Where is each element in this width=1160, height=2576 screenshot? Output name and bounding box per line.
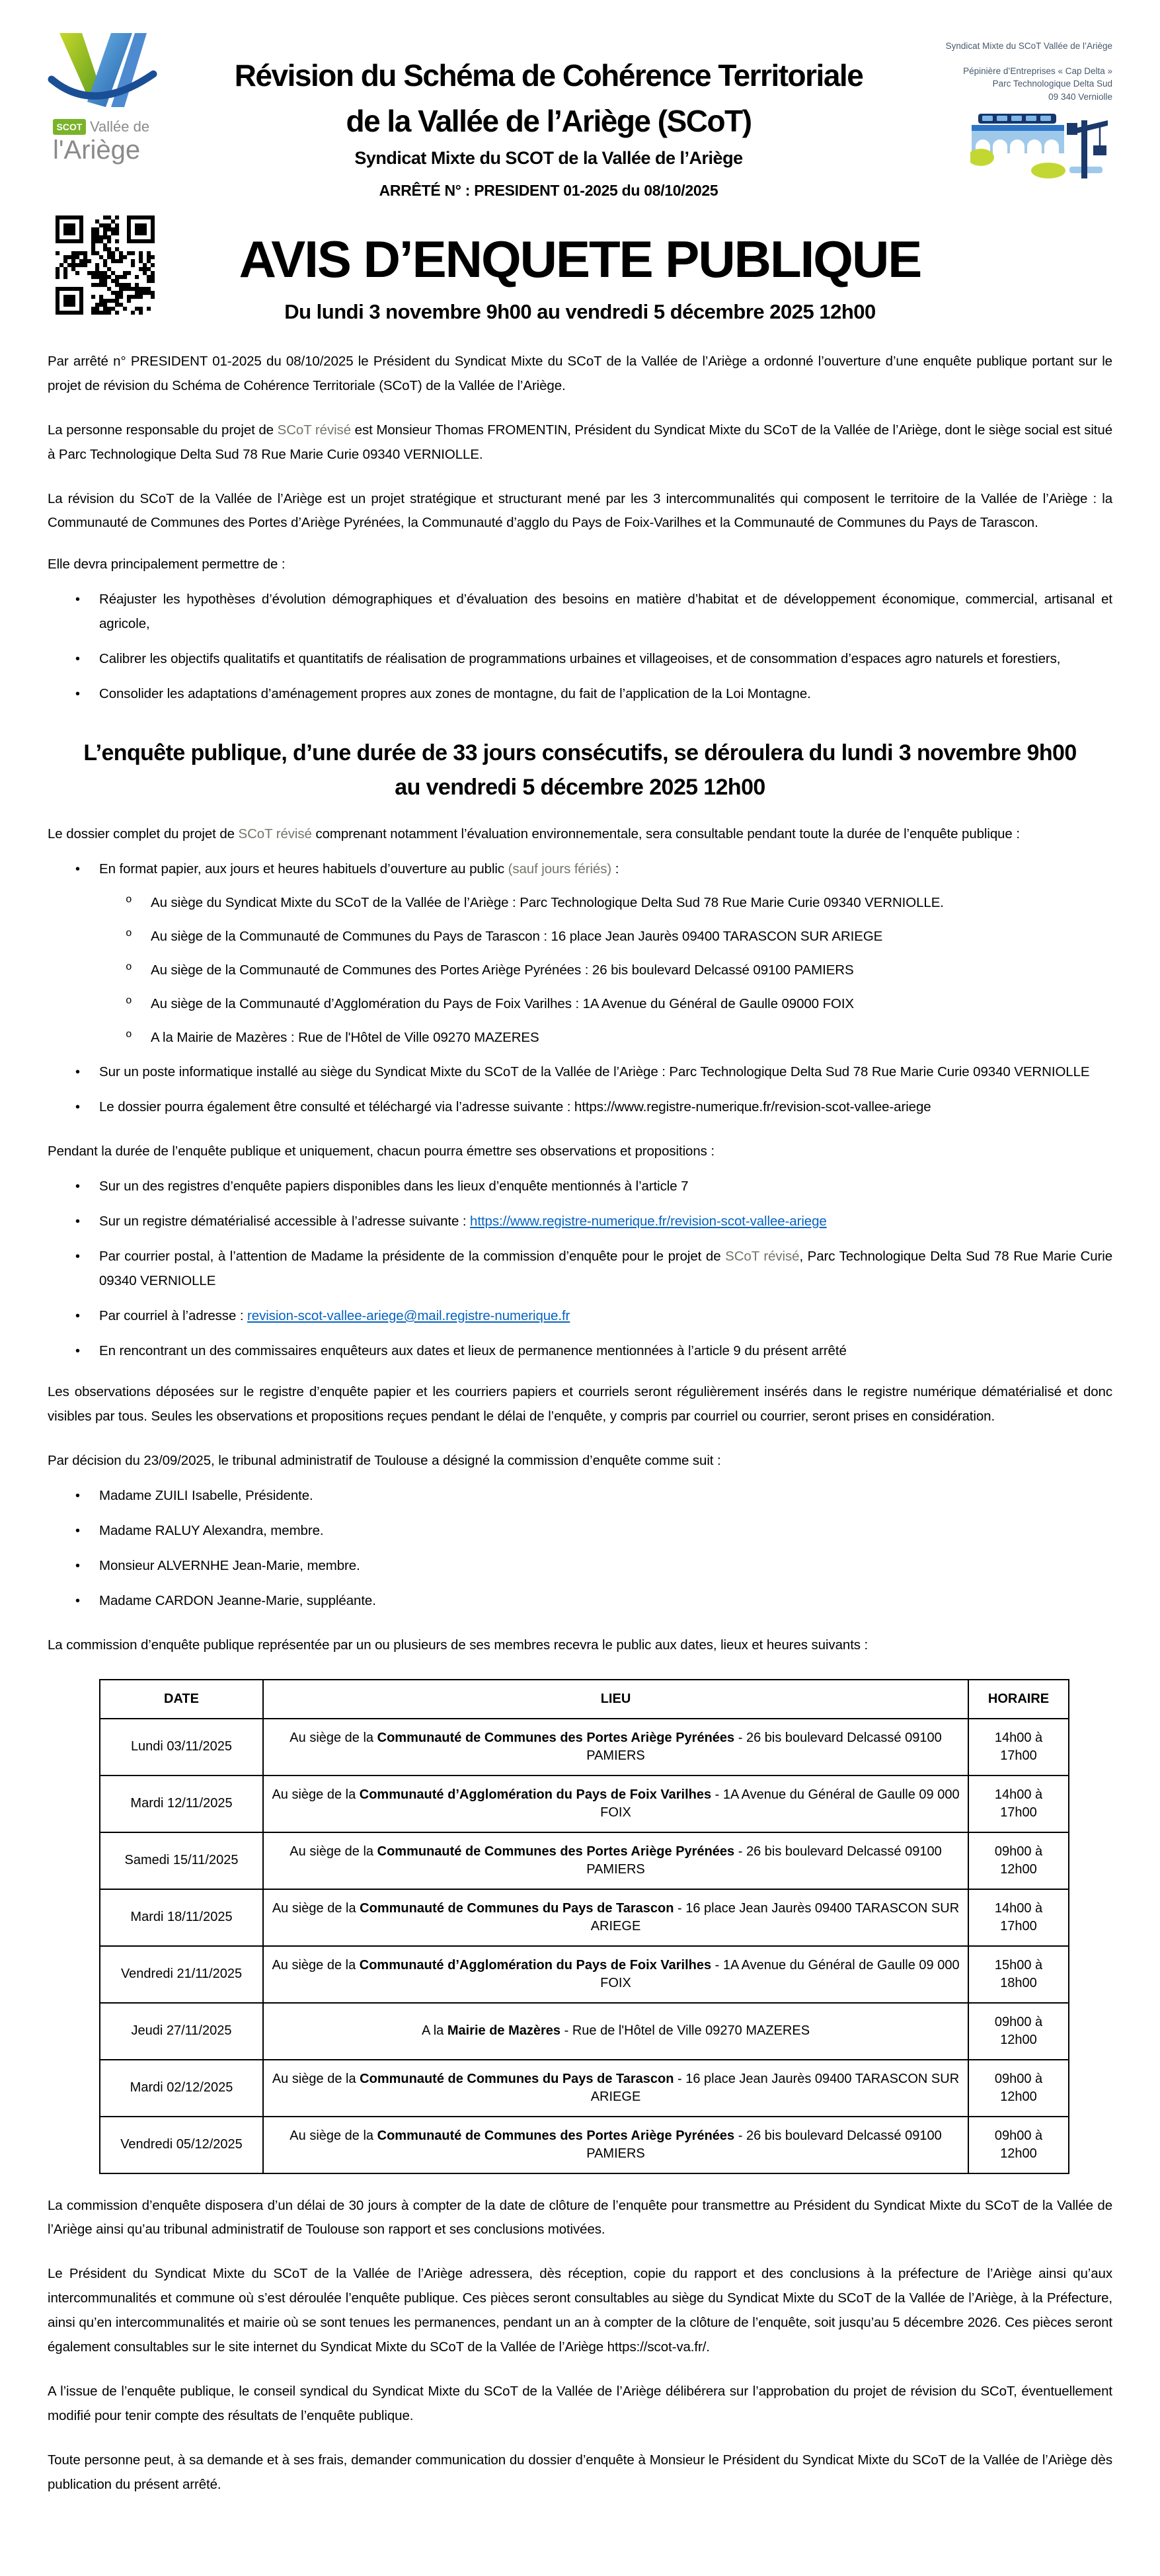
contact-line-2: Pépinière d’Entreprises « Cap Delta » [963, 65, 1112, 76]
list-item-telechargement: • Le dossier pourra également être consulté et téléchargé via l’adresse suivante : https://www.registre-numerique.fr/revision-scot-vallee-ariege [48, 1095, 1112, 1120]
table-row [100, 1832, 1069, 1889]
text-run: - 16 place Jean Jaurès 09400 TARASCON SUR ARIEGE [590, 1900, 960, 1933]
list-item: o Au siège de la Communauté d’Agglomération du Pays de Foix Varilhes : 1A Avenue du Général de Gaulle 09000 FOIX [99, 992, 1112, 1017]
objectives-list [48, 588, 1112, 707]
avis-period: Du lundi 3 novembre 9h00 au vendredi 5 décembre 2025 12h00 [284, 299, 876, 323]
text-run: Communauté de Communes des Portes Ariège Pyrénées [377, 1730, 735, 1745]
text-run: - 1A Avenue du Général de Gaulle 09 000 FOIX [600, 1957, 960, 1990]
paragraph-objectifs-intro: Elle devra principalement permettre de : [48, 557, 286, 572]
paragraph-observations-note: Les observations déposées sur le registre d’enquête papier et les courriers papiers et courriels seront régulièrement insérés dans le registre numérique dématérialisé et donc visibles par tous. Seules les observations et propositions reçues pendant le délai de l’enquête, y compris par courriel ou courrier, seront prises en considération. [48, 1384, 1112, 1425]
list-item-registres-papier: • Sur un des registres d’enquête papiers disponibles dans les lieux d’enquête mentionnés à l’article 7 [48, 1175, 1112, 1199]
date-cell: Mardi 12/11/2025 [100, 1776, 263, 1832]
paragraph-approbation: A l’issue de l’enquête publique, le conseil syndical du Syndicat Mixte du SCoT de la Vallée de l’Ariège délibérera sur l’approbation du projet de révision du SCoT, éventuellement modifié pour tenir compte des résultats de l’enquête publique. [48, 2383, 1112, 2423]
list-item-member: • Monsieur ALVERNHE Jean-Marie, membre. [48, 1554, 1112, 1579]
text-run: Le dossier complet du projet de [48, 826, 239, 842]
table-row [100, 2003, 1069, 2060]
qr-code [56, 215, 155, 315]
lieu-cell [263, 1889, 968, 1946]
paragraph-diffusion-rapport: Le Président du Syndicat Mixte du SCoT de la Vallée de l’Ariège adressera, dès réception, copie du rapport et des conclusions à la préfecture de l’Ariège ainsi qu’aux intercommunalités et commune où s’est déroulée l’enquête publique. Ces pièces seront consultables au siège du Syndicat Mixte du SCoT de la Vallée de l’Ariège, à la Préfecture, ainsi qu’en intercommunalités et mairie où se sont tenues les permanences, pendant un an à compter de la clôture de l’enquête, soit jusqu’au 5 décembre 2026. Ces pièces seront également consultables sur le site internet du Syndicat Mixte du SCoT de la Vallée de l’Ariège https://scot-va.fr/. [48, 2266, 1112, 2355]
lieu-cell [263, 1719, 968, 1776]
table-row [100, 1719, 1069, 1776]
text-run: est Monsieur Thomas FROMENTIN, Président du Syndicat Mixte du SCoT de la Vallée de l’Ariège, dont le siège social est situé à Parc Technologique Delta Sud 78 Rue Marie Curie 09340 VERNIOLLE. [48, 422, 1113, 462]
permanences-table [99, 1679, 1069, 2174]
document-header [48, 28, 1112, 200]
column-header-date: DATE [100, 1680, 263, 1719]
list-item-courriel [48, 1304, 1112, 1329]
horaire-cell: 09h00 à 12h00 [968, 2117, 1069, 2173]
avis-title: AVIS D’ENQUETE PUBLIQUE [239, 230, 921, 288]
lieu-cell [263, 1946, 968, 2003]
avis-banner [48, 214, 1112, 330]
horaire-cell: 15h00 à 18h00 [968, 1946, 1069, 2003]
paragraph-arrete-ouverture: Par arrêté n° PRESIDENT 01-2025 du 08/10/2025 le Président du Syndicat Mixte du SCoT de la Vallée de l’Ariège a ordonné l’ouverture d’une enquête publique portant sur le projet de révision du Schéma de Cohérence Territoriale (SCoT) de la Vallée de l’Ariège. [48, 354, 1112, 393]
list-item-member: • Madame CARDON Jeanne-Marie, suppléante. [48, 1589, 1112, 1614]
date-cell: Vendredi 21/11/2025 [100, 1946, 263, 2003]
text-run: Au siège de la [272, 1787, 360, 1802]
list-item-registre-dematerialise [48, 1210, 1112, 1234]
revised-text-run: SCoT révisé [725, 1248, 800, 1264]
table-header-row [100, 1680, 1069, 1719]
text-run: Par courrier postal, à l’attention de Madame la présidente de la commission d’enquête pour le projet de [99, 1248, 726, 1264]
paragraph-communication-dossier: Toute personne peut, à sa demande et à ses frais, demander communication du dossier d’enquête à Monsieur le Président du Syndicat Mixte du SCoT de la Vallée de l’Ariège dès publication du présent arrêté. [48, 2452, 1112, 2492]
contact-line-3: Parc Technologique Delta Sud [992, 79, 1112, 89]
title-line-2: de la Vallée de l’Ariège (SCoT) [346, 104, 752, 138]
contact-line-4: 09 340 Verniolle [1048, 91, 1112, 102]
text-run: En format papier, aux jours et heures habituels d’ouverture au public [99, 861, 508, 877]
list-item: • Consolider les adaptations d’aménagement propres aux zones de montagne, du fait de l’application de la Loi Montagne. [48, 682, 1112, 707]
lieu-cell [263, 2117, 968, 2173]
list-item: o A la Mairie de Mazères : Rue de l'Hôtel de Ville 09270 MAZERES [99, 1026, 1112, 1050]
text-run: A la [421, 2023, 447, 2039]
dossier-consultation-list [48, 857, 1112, 1120]
date-cell: Mardi 02/12/2025 [100, 2060, 263, 2117]
list-item: o Au siège de la Communauté de Communes du Pays de Tarascon : 16 place Jean Jaurès 09400 TARASCON SUR ARIEGE [99, 925, 1112, 949]
text-run: - 1A Avenue du Général de Gaulle 09 000 FOIX [600, 1787, 960, 1820]
arrete-number: ARRÊTÉ N° : PRESIDENT 01-2025 du 08/10/2025 [379, 182, 718, 199]
paper-locations-list [99, 891, 1112, 1050]
list-item-format-papier [48, 857, 1112, 1050]
title-line-1: Révision du Schéma de Cohérence Territoriale [234, 58, 863, 93]
horaire-cell: 14h00 à 17h00 [968, 1776, 1069, 1832]
text-run: - 26 bis boulevard Delcassé 09100 PAMIERS [586, 1730, 942, 1763]
date-cell: Mardi 18/11/2025 [100, 1889, 263, 1946]
horaire-cell: 09h00 à 12h00 [968, 2060, 1069, 2117]
paragraph-revision-projet: La révision du SCoT de la Vallée de l’Ariège est un projet stratégique et structurant mené par les 3 intercommunalités qui composent le territoire de la Vallée de l’Ariège : la Communauté de Communes des Portes d’Ariège Pyrénées, la Communauté d’agglo du Pays de Foix-Varilhes et la Communauté de Communes du Pays de Tarascon. [48, 490, 1112, 531]
text-run: Au siège de la [272, 1957, 360, 1972]
text-run: Au siège de la [272, 1900, 360, 1916]
revised-text-run: SCoT révisé [277, 422, 352, 438]
document-subtitle: Syndicat Mixte du SCOT de la Vallée de l’Ariège [354, 148, 743, 168]
commission-members-list [48, 1484, 1112, 1614]
text-run: La personne responsable du projet de [48, 422, 278, 438]
text-run: Au siège de la [290, 1730, 377, 1745]
paragraph-commission-intro: Par décision du 23/09/2025, le tribunal administratif de Toulouse a désigné la commission d’enquête comme suit : [48, 1453, 721, 1469]
horaire-cell: 09h00 à 12h00 [968, 2003, 1069, 2060]
lieu-cell [263, 2060, 968, 2117]
text-run: - 26 bis boulevard Delcassé 09100 PAMIERS [586, 1844, 942, 1877]
paragraph-delai-rapport: La commission d’enquête disposera d’un délai de 30 jours à compter de la date de clôture de l’enquête pour transmettre au Président du Syndicat Mixte du SCoT de la Vallée de l’Ariège ainsi qu’au tribunal administratif de Toulouse son rapport et ses conclusions motivées. [48, 2197, 1112, 2238]
list-item: • Calibrer les objectifs qualitatifs et quantitatifs de réalisation de programmations urbaines et villageoises, et de consommation d’espaces agro naturels et forestiers, [48, 647, 1112, 672]
text-run: : [611, 861, 619, 877]
horaire-cell: 09h00 à 12h00 [968, 1832, 1069, 1889]
list-item-member: • Madame RALUY Alexandra, membre. [48, 1519, 1112, 1543]
column-header-lieu: LIEU [263, 1680, 968, 1719]
date-cell: Jeudi 27/11/2025 [100, 2003, 263, 2060]
contact-spacer [908, 53, 1112, 65]
table-row [100, 1889, 1069, 1946]
horaire-cell: 14h00 à 17h00 [968, 1719, 1069, 1776]
lieu-cell [263, 2003, 968, 2060]
text-run: comprenant notamment l’évaluation environnementale, sera consultable pendant toute la durée de l’enquête publique : [311, 826, 1020, 842]
list-item: o Au siège de la Communauté de Communes des Portes Ariège Pyrénées : 26 bis boulevard Delcassé 09100 PAMIERS [99, 958, 1112, 983]
text-run: - 16 place Jean Jaurès 09400 TARASCON SUR ARIEGE [590, 2071, 960, 2104]
column-header-horaire: HORAIRE [968, 1680, 1069, 1719]
svg-text:l'Ariège: l'Ariège [53, 136, 141, 165]
registre-numerique-link[interactable]: https://www.registre-numerique.fr/revision-scot-vallee-ariege [470, 1213, 827, 1229]
courriel-link[interactable]: revision-scot-vallee-ariege@mail.registre-numerique.fr [247, 1308, 570, 1323]
table-row [100, 1946, 1069, 2003]
list-item: • Réajuster les hypothèses d’évolution démographiques et d’évaluation des besoins en matière d’habitat et de développement économique, commercial, artisanal et agricole, [48, 588, 1112, 637]
list-item: o Au siège du Syndicat Mixte du SCoT de la Vallée de l’Ariège : Parc Technologique Delta Sud 78 Rue Marie Curie 09340 VERNIOLLE. [99, 891, 1112, 916]
table-row [100, 2060, 1069, 2117]
svg-text:Vallée de: Vallée de [90, 118, 150, 135]
date-cell: Samedi 15/11/2025 [100, 1832, 263, 1889]
text-run: Communauté de Communes du Pays de Tarascon [360, 2071, 674, 2086]
paragraph-permanences-intro: La commission d’enquête publique représentée par un ou plusieurs de ses membres recevra le public aux dates, lieux et heures suivants : [48, 1637, 869, 1653]
paragraph-observations-intro: Pendant la durée de l’enquête publique et uniquement, chacun pourra émettre ses observations et propositions : [48, 1144, 715, 1159]
text-run: - Rue de l'Hôtel de Ville 09270 MAZERES [561, 2023, 810, 2039]
lieu-cell [263, 1832, 968, 1889]
svg-text:SCOT: SCOT [56, 122, 83, 132]
date-cell: Lundi 03/11/2025 [100, 1719, 263, 1776]
paragraph-dossier-intro [48, 822, 1112, 847]
text-run: Communauté de Communes du Pays de Tarascon [360, 1900, 674, 1916]
text-run: Au siège de la [272, 2071, 360, 2086]
text-run: Au siège de la [290, 1844, 377, 1859]
text-run: Communauté de Communes des Portes Ariège Pyrénées [377, 2128, 735, 2143]
va-logo-icon [48, 28, 180, 170]
enquete-duration-heading: L’enquête publique, d’une durée de 33 jours consécutifs, se déroulera du lundi 3 novembre 9h00 au vendredi 5 décembre 2025 12h00 [83, 740, 1077, 800]
lieu-cell [263, 1776, 968, 1832]
list-item-poste-informatique: • Sur un poste informatique installé au siège du Syndicat Mixte du SCoT de la Vallée de l’Ariège : Parc Technologique Delta Sud 78 Rue Marie Curie 09340 VERNIOLLE [48, 1060, 1112, 1085]
text-run: Au siège de la [290, 2128, 377, 2143]
bridge-train-crane-icon [970, 110, 1112, 184]
revised-text-run: SCoT révisé [238, 826, 312, 842]
revised-text-run: (sauf jours fériés) [508, 861, 612, 877]
text-run: Communauté d’Agglomération du Pays de Foix Varilhes [359, 1957, 712, 1972]
date-cell: Vendredi 05/12/2025 [100, 2117, 263, 2173]
contact-line-1: Syndicat Mixte du SCoT Vallée de l’Ariège [945, 41, 1112, 51]
title-block [190, 28, 908, 200]
list-item-rencontre-commissaires: • En rencontrant un des commissaires enquêteurs aux dates et lieux de permanence mentionnées à l’article 9 du présent arrêté [48, 1339, 1112, 1364]
table-row [100, 2117, 1069, 2173]
table-row [100, 1776, 1069, 1832]
text-run: Sur un registre dématérialisé accessible à l’adresse suivante : [99, 1213, 471, 1229]
text-run: - 26 bis boulevard Delcassé 09100 PAMIERS [586, 2128, 942, 2161]
horaire-cell: 14h00 à 17h00 [968, 1889, 1069, 1946]
text-run: Mairie de Mazères [447, 2023, 561, 2039]
contact-block [908, 28, 1112, 187]
observations-list [48, 1175, 1112, 1363]
text-run: Communauté d’Agglomération du Pays de Foix Varilhes [359, 1787, 712, 1802]
list-item-member: • Madame ZUILI Isabelle, Présidente. [48, 1484, 1112, 1508]
text-run: Par courriel à l’adresse : [99, 1308, 248, 1323]
list-item-courrier-postal [48, 1245, 1112, 1294]
document-title [190, 53, 908, 144]
paragraph-responsable [48, 418, 1112, 467]
text-run: , Parc Technologique Delta Sud 78 Rue Marie Curie 09340 VERNIOLLE [99, 1248, 1113, 1288]
scot-vallee-ariege-logo [48, 28, 190, 173]
text-run: Communauté de Communes des Portes Ariège Pyrénées [377, 1844, 735, 1859]
